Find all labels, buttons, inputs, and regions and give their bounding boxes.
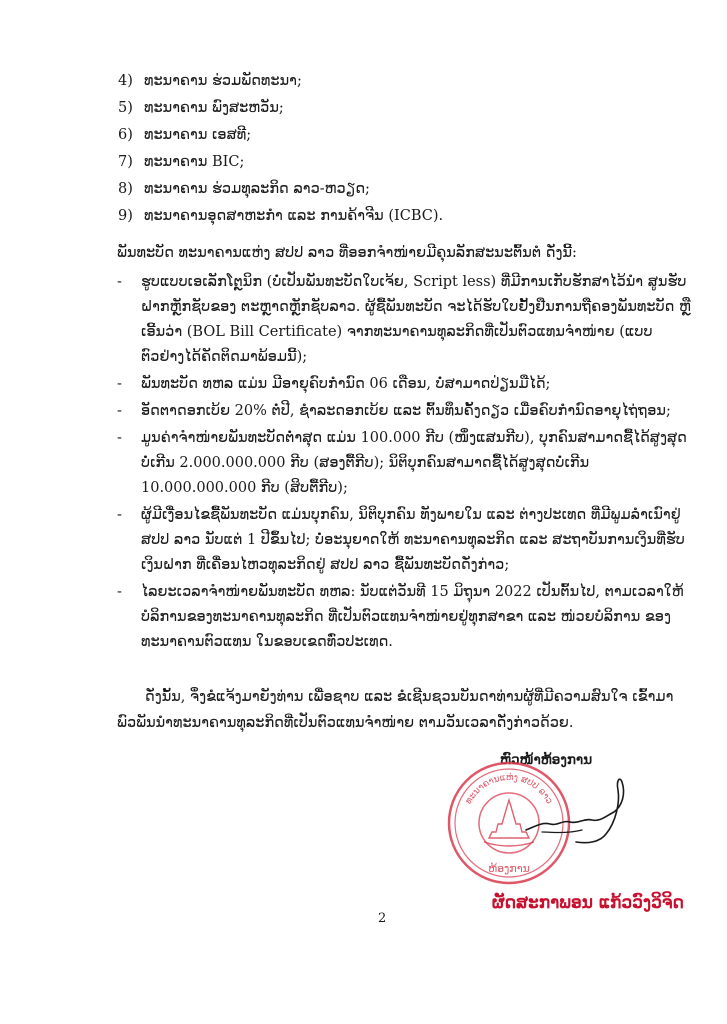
feature-item: - ພັນທະບັດ ທຫລ ແມ່ນ ມີອາຍຸຄົບກຳນົດ 06 ເດືອນ, ບໍ່ສາມາດປ່ຽນມືໄດ້; [117, 376, 551, 392]
bank-list [118, 73, 678, 235]
handwritten-signature-icon [522, 772, 642, 852]
features-list [117, 270, 692, 657]
feature-item: - ໄລຍະເວລາຈຳໜ່າຍພັນທະບັດ ທຫລ: ນັບແຕ່ວັນທີ 15 ມິຖຸນາ 2022 ເປັນຕົ້ນໄປ, ຕາມເວລາໃຫ້ບໍລິການຂອງທະນາຄານທຸລະກິດ ທີ່ເປັນຕົວແທນຈຳໜ່າຍຢູ່ທຸກສາຂາ ແລະ ໜ່ວຍບໍລິການ ຂອງທະນາຄານຕົວແທນ ໃນຂອບເຂດທົ່ວປະເທດ. [117, 584, 684, 650]
feature-item: - ມູນຄ່າຈຳໜ່າຍພັນທະບັດຕ່ຳສຸດ ແມ່ນ 100.000 ກີບ (ໜຶ່ງແສນກີບ), ບຸກຄົນສາມາດຊື້ໄດ້ສູງສຸດບໍ່ເກີນ 2.000.000.000 ກີບ (ສອງຕື້ກີບ); ນິຕິບຸກຄົນສາມາດຊື້ໄດ້ສູງສຸດບໍ່ເກີນ 10.000.000.000 ກີບ (ສິບຕື້ກີບ); [117, 430, 687, 496]
seal-top-text: ທະນາຄານແຫ່ງ ສປປ ລາວ [463, 772, 555, 806]
signer-name: ຜັດສະກາພອນ ແກ້ວວົງວິຈິດ [492, 893, 684, 913]
seal-bottom-text: ຫ້ອງການ [488, 862, 530, 875]
feature-item: - ອັດຕາດອກເບ້ຍ 20% ຕໍ່ປີ, ຊຳລະດອກເບ້ຍ ແລະ ຕົ້ນທຶນຄັ້ງດຽວ ເມື່ອຄົບກຳນົດອາຍຸໄຖ່ຖອນ; [117, 403, 671, 419]
bank-list-item: 8) ທະນາຄານ ຮ່ວມທຸລະກິດ ລາວ-ຫວຽດ; [118, 181, 370, 197]
page-number: 2 [378, 911, 387, 926]
signatory-title: ຫົວໜ້າຫ້ອງການ [500, 752, 593, 768]
bank-list-item: 4) ທະນາຄານ ຮ່ວມພັດທະນາ; [118, 73, 302, 89]
bank-list-item: 6) ທະນາຄານ ເອສທີ; [118, 127, 252, 143]
features-intro: ພັນທະບັດ ທະນາຄານແຫ່ງ ສປປ ລາວ ທີ່ອອກຈຳໜ່າຍມີຄຸນລັກສະນະຕົ້ນຕໍ ດັ່ງນີ້: [117, 245, 577, 261]
bank-list-item: 9) ທະນາຄານອຸດສາຫະກຳ ແລະ ການຄ້າຈີນ (ICBC). [118, 208, 444, 224]
closing-paragraph: ດັ່ງນັ້ນ, ຈຶ່ງຂໍແຈ້ງມາຍັງທ່ານ ເພື່ອຊາບ ແລະ ຂໍເຊີນຊວນບັນດາທ່ານຜູ້ທີ່ມີຄວາມສົນໃຈ ເຂົ້າມາພົວພັນນຳທະນາຄານທຸລະກິດທີ່ເປັນຕົວແທນຈຳໜ່າຍ ຕາມວັນເວລາດັ່ງກ່າວດ້ວຍ. [117, 689, 674, 731]
feature-item: - ຜູ້ມີເງື່ອນໄຂຊື້ພັນທະບັດ ແມ່ນບຸກຄົນ, ນິຕິບຸກຄົນ ທັງພາຍໃນ ແລະ ຕ່າງປະເທດ ທີ່ມີພູມລຳເນົາຢູ່ ສປປ ລາວ ນັບແຕ່ 1 ປີຂຶ້ນໄປ; ບໍ່ອະນຸຍາດໃຫ້ ທະນາຄານທຸລະກິດ ແລະ ສະຖາບັນການເງິນທີ່ຮັບເງິນຝາກ ທີ່ເຄື່ອນໄຫວທຸລະກິດຢູ່ ສປປ ລາວ ຊື້ພັນທະບັດດັ່ງກ່າວ; [117, 507, 685, 573]
bank-list-item: 7) ທະນາຄານ BIC; [118, 154, 245, 170]
bank-list-item: 5) ທະນາຄານ ພົງສະຫວັນ; [118, 100, 284, 116]
feature-item: - ຮູບແບບເອເລັກໂຕຼນິກ (ບໍ່ເປັນພັນທະບັດໃບເຈ້ຍ, Script less) ທີ່ມີການເກັບຮັກສາໄວ້ນຳ ສູນຮັບຝາກຫຼັກຊັບຂອງ ຕະຫຼາດຫຼັກຊັບລາວ. ຜູ້ຊື້ພັນທະບັດ ຈະໄດ້ຮັບໃບຢັ້ງຢືນການຖືຄອງພັນທະບັດ ຫຼື ເອີ້ນວ່າ (BOL Bill Certificate) ຈາກທະນາຄານທຸລະກິດທີ່ເປັນຕົວແທນຈຳໜ່າຍ (ແບບຕົວຢ່າງໄດ້ຄັດຕິດມາພ້ອມນີ້); [117, 274, 691, 365]
